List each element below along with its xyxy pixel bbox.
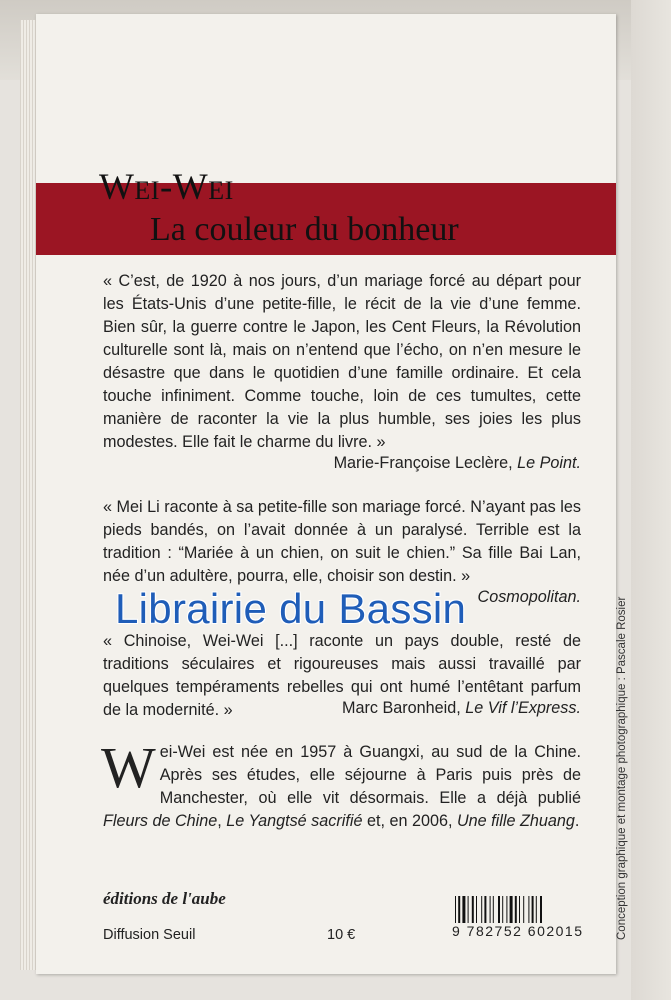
quote-3-publication: Le Vif l’Express.: [465, 699, 581, 717]
bookshop-watermark: Librairie du Bassin: [115, 585, 467, 632]
bio-book-1: Fleurs de Chine: [103, 812, 218, 830]
quote-1-publication: Le Point.: [517, 454, 581, 472]
book-title: La couleur du bonheur: [150, 211, 459, 248]
bio-book-3: Une fille Zhuang: [456, 812, 575, 830]
quote-2-source: [478, 588, 581, 607]
bio-dropcap: W: [101, 735, 156, 800]
distributor-name: Diffusion Seuil: [103, 927, 196, 943]
isbn-number: 9 782752 602015: [452, 923, 584, 939]
quote-3-author: Marc Baronheid,: [341, 699, 466, 717]
design-credit: Conception graphique et montage photographique : Pascale Rosier: [616, 596, 628, 940]
bio-text: ei-Wei est née en 1957 à Guangxi, au sud de la Chine. Après ses études, elle séjourne à Paris puis près de Manchester, où elle vit désormais. Elle a déjà publié: [159, 743, 581, 807]
quote-1-source: [334, 454, 581, 473]
quote-3-source: [342, 699, 581, 718]
author-name: Wei-Wei: [99, 167, 234, 208]
bio-book-2: Le Yangtsé sacrifié: [226, 812, 363, 830]
author-bio: [101, 735, 581, 833]
quote-1: « C’est, de 1920 à nos jours, d’un mariage forcé au départ pour les États-Unis d’une petite-fille, le récit de la vie d’une femme. Bien sûr, la guerre contre le Japon, les Cent Fleurs, la Révolution culturelle sont là, mais on n’entend que l’écho, on n’en mesure le désastre que dans le quotidien d’une famille ordinaire. Et cela touche infiniment. Comme touche, loin de ces tumultes, cette manière de raconter la vie la plus humble, ses joies les plus modestes. Elle fait le charme du livre. »: [103, 272, 581, 451]
quote-2: « Mei Li raconte à sa petite-fille son mariage forcé. N’ayant pas les pieds bandés, on l’avait donnée à un paralysé. Terrible est la tradition : “Mariée à un chien, on suit le chien.” Sa fille Bai Lan, née d’un adultère, pourra, elle, choisir son destin. »: [103, 498, 581, 585]
price: 10 €: [327, 927, 356, 943]
publisher-name: éditions de l'aube: [103, 889, 226, 908]
background-right: [631, 0, 671, 1000]
bio-sep-1: ,: [217, 812, 227, 830]
quote-1-author: Marie-Françoise Leclère,: [333, 454, 518, 472]
quote-2-publication: Cosmopolitan.: [477, 588, 581, 606]
quote-3: « Chinoise, Wei-Wei [...] raconte un pays double, resté de traditions séculaires et rigoureuses mais aussi travaillé par quelques tempéraments rebelles qui ont humé l’entêtant parfum de la modernité. »: [103, 632, 581, 719]
bio-end: .: [574, 812, 580, 830]
bio-sep-2: et, en 2006,: [362, 812, 457, 830]
